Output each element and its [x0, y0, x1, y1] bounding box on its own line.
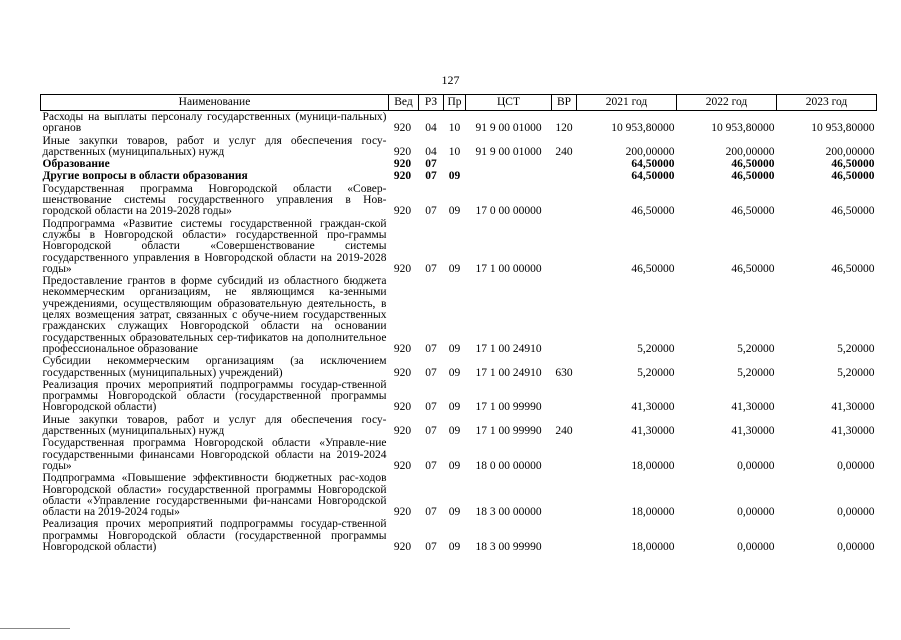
cell-2021: 46,50000	[631, 262, 675, 275]
header-cst: ЦСТ	[466, 95, 552, 111]
cell-2021: 18,00000	[631, 540, 675, 553]
cell-ved: 920	[393, 122, 412, 135]
cell-rz: 07	[425, 170, 437, 183]
cell-ved: 920	[393, 459, 412, 472]
cell-2021: 5,20000	[637, 342, 675, 355]
table-row	[41, 158, 877, 170]
cell-ved: 920	[393, 401, 412, 414]
cell-vr	[552, 379, 577, 414]
cell-rz: 07	[425, 366, 437, 379]
cell-name: Субсидии некоммерческим организациям (за исключением государственных (муниципальных) учреждений)	[42, 355, 387, 379]
table-row	[41, 135, 877, 159]
cell-2022: 46,50000	[731, 205, 775, 218]
cell-2021: 46,50000	[631, 205, 675, 218]
cell-rz: 07	[425, 506, 437, 519]
cell-vr	[552, 170, 577, 182]
cell-vr: 240	[555, 425, 573, 438]
cell-vr: 240	[555, 145, 573, 158]
cell-cst: 17 0 00 00000	[475, 205, 542, 218]
cell-rz: 07	[425, 401, 437, 414]
table-row	[41, 379, 877, 414]
cell-cst: 17 1 00 24910	[475, 366, 542, 379]
cell-pr: 09	[448, 170, 461, 183]
cell-pr: 09	[448, 366, 461, 379]
cell-2022: 46,50000	[731, 170, 775, 183]
cell-cst	[466, 158, 552, 170]
cell-ved: 920	[393, 170, 412, 183]
cell-2023: 41,30000	[831, 401, 875, 414]
cell-pr: 09	[448, 205, 461, 218]
cell-ved: 920	[393, 145, 412, 158]
cell-rz: 07	[425, 342, 437, 355]
cell-cst	[466, 170, 552, 182]
cell-2022: 0,00000	[737, 459, 775, 472]
cell-vr: 630	[555, 366, 573, 379]
cell-name: Государственная программа Новгородской области «Совер-шенствование системы государственного управления в Нов-городской области на 2019-2028 годы»	[42, 182, 387, 218]
cell-vr	[552, 275, 577, 355]
cell-rz: 07	[425, 205, 437, 218]
cell-2023: 46,50000	[831, 205, 875, 218]
cell-2021: 64,50000	[631, 170, 675, 183]
cell-ved: 920	[393, 540, 412, 553]
cell-2023: 0,00000	[837, 540, 875, 553]
cell-vr	[552, 472, 577, 518]
cell-pr	[444, 158, 466, 170]
table-row	[41, 355, 877, 379]
cell-pr: 09	[448, 401, 461, 414]
cell-2023: 46,50000	[831, 262, 875, 275]
cell-vr	[552, 183, 577, 218]
cell-ved: 920	[393, 262, 412, 275]
cell-pr: 10	[448, 122, 461, 135]
table-row	[41, 111, 877, 135]
cell-2021: 5,20000	[637, 366, 675, 379]
cell-2023: 5,20000	[837, 366, 875, 379]
cell-cst: 18 3 00 99990	[475, 540, 542, 553]
table-row	[41, 275, 877, 355]
cell-2023: 41,30000	[831, 425, 875, 438]
cell-2023: 46,50000	[831, 158, 875, 171]
cell-pr: 10	[448, 145, 461, 158]
table-row	[41, 183, 877, 218]
table-row	[41, 170, 877, 182]
budget-table	[40, 94, 877, 553]
cell-ved: 920	[393, 342, 412, 355]
cell-vr	[552, 518, 577, 553]
cell-2022: 5,20000	[737, 366, 775, 379]
cell-name: Иные закупки товаров, работ и услуг для обеспечения госу-дарственных (муниципальных) нужд	[42, 134, 387, 158]
table-header-row	[41, 95, 877, 111]
cell-cst: 91 9 00 01000	[475, 145, 542, 158]
cell-rz: 07	[425, 540, 437, 553]
cell-2021: 18,00000	[631, 459, 675, 472]
page-number: 127	[441, 73, 460, 87]
cell-cst: 17 1 00 00000	[475, 262, 542, 275]
cell-2023: 5,20000	[837, 342, 875, 355]
cell-2022: 46,50000	[731, 158, 775, 171]
cell-vr	[552, 437, 577, 472]
cell-rz: 07	[425, 425, 437, 438]
cell-2022: 5,20000	[737, 342, 775, 355]
table-row	[41, 437, 877, 472]
cell-rz: 07	[425, 158, 437, 171]
cell-name: Подпрограмма «Повышение эффективности бюджетных рас-ходов Новгородской области» государственной программы Новгородской области «Управление государственными фи-нансами Новгородской области на 2019-2024 годы»	[42, 472, 387, 519]
cell-rz: 07	[425, 459, 437, 472]
header-ved: Вед	[389, 95, 419, 111]
cell-ved: 920	[393, 366, 412, 379]
cell-2021: 64,50000	[631, 158, 675, 171]
cell-2021: 18,00000	[631, 506, 675, 519]
cell-pr: 09	[448, 342, 461, 355]
header-vr: ВР	[552, 95, 577, 111]
cell-2022: 200,00000	[725, 145, 775, 158]
cell-2021: 10 953,80000	[611, 122, 675, 135]
cell-ved: 920	[393, 425, 412, 438]
cell-name: Реализация прочих мероприятий подпрограммы государ-ственной программы Новгородской области (государственной программы Новгородской области)	[42, 378, 387, 414]
table-row	[41, 414, 877, 438]
header-name: Наименование	[41, 95, 389, 111]
cell-name: Иные закупки товаров, работ и услуг для обеспечения госу-дарственных (муниципальных) нужд	[42, 413, 387, 438]
cell-cst: 91 9 00 01000	[475, 122, 542, 135]
cell-vr: 120	[555, 122, 573, 135]
cell-2022: 46,50000	[731, 262, 775, 275]
cell-2022: 41,30000	[731, 401, 775, 414]
header-2023: 2023 год	[777, 95, 877, 111]
cell-name: Реализация прочих мероприятий подпрограммы государ-ственной программы Новгородской области (государственной программы Новгородской области)	[42, 518, 387, 553]
cell-2022: 10 953,80000	[711, 122, 775, 135]
cell-rz: 07	[425, 262, 437, 275]
table-row	[41, 472, 877, 518]
cell-pr: 09	[448, 459, 461, 472]
cell-vr	[552, 218, 577, 275]
cell-2021: 200,00000	[625, 145, 675, 158]
cell-pr: 09	[448, 506, 461, 519]
cell-2023: 10 953,80000	[811, 122, 875, 135]
cell-cst: 17 1 00 99990	[475, 425, 542, 438]
cell-rz: 04	[425, 122, 437, 135]
cell-2022: 0,00000	[737, 506, 775, 519]
cell-pr: 09	[448, 540, 461, 553]
cell-name: Предоставление грантов в форме субсидий из областного бюджета некоммерческим организациям, не являющимся ка-зенными учреждениями, осуществляющим образовательную деятельность, в целях возмещения затрат, связанных с обуче-нием государственных гражданских служащих Новгородской области на основании государственных образовательных сер-тификатов на дополнительное профессиональное образование	[42, 275, 387, 355]
cell-2023: 0,00000	[837, 506, 875, 519]
cell-2021: 41,30000	[631, 401, 675, 414]
cell-rz: 04	[425, 145, 437, 158]
cell-cst: 17 1 00 24910	[475, 342, 542, 355]
cell-ved: 920	[393, 205, 412, 218]
cell-pr: 09	[448, 425, 461, 438]
header-2021: 2021 год	[577, 95, 677, 111]
header-2022: 2022 год	[677, 95, 777, 111]
cell-2022: 0,00000	[737, 540, 775, 553]
cell-name: Образование	[42, 158, 110, 171]
cell-name: Расходы на выплаты персоналу государственных (муници-пальных) органов	[42, 111, 387, 135]
scan-edge-line	[0, 628, 70, 629]
cell-cst: 17 1 00 99990	[475, 401, 542, 414]
cell-pr: 09	[448, 262, 461, 275]
table-row	[41, 218, 877, 275]
cell-name: Государственная программа Новгородской области «Управле-ние государственными финансами Новгородской области на 2019-2024 годы»	[42, 437, 387, 472]
cell-2023: 46,50000	[831, 170, 875, 183]
cell-name: Другие вопросы в области образования	[42, 170, 248, 183]
cell-vr	[552, 158, 577, 170]
table-row	[41, 518, 877, 553]
cell-cst: 18 0 00 00000	[475, 459, 542, 472]
cell-name: Подпрограмма «Развитие системы государственной граждан-ской службы в Новгородской области» государственной про-граммы Новгородской области «Совершенствование системы государственного управления в Новгородской области на 2019-2028 годы»	[42, 217, 387, 275]
cell-2023: 200,00000	[825, 145, 875, 158]
cell-cst: 18 3 00 00000	[475, 506, 542, 519]
cell-ved: 920	[393, 158, 412, 171]
cell-ved: 920	[393, 506, 412, 519]
cell-2023: 0,00000	[837, 459, 875, 472]
header-rz: РЗ	[419, 95, 444, 111]
header-pr: Пр	[444, 95, 466, 111]
cell-2022: 41,30000	[731, 425, 775, 438]
cell-2021: 41,30000	[631, 425, 675, 438]
